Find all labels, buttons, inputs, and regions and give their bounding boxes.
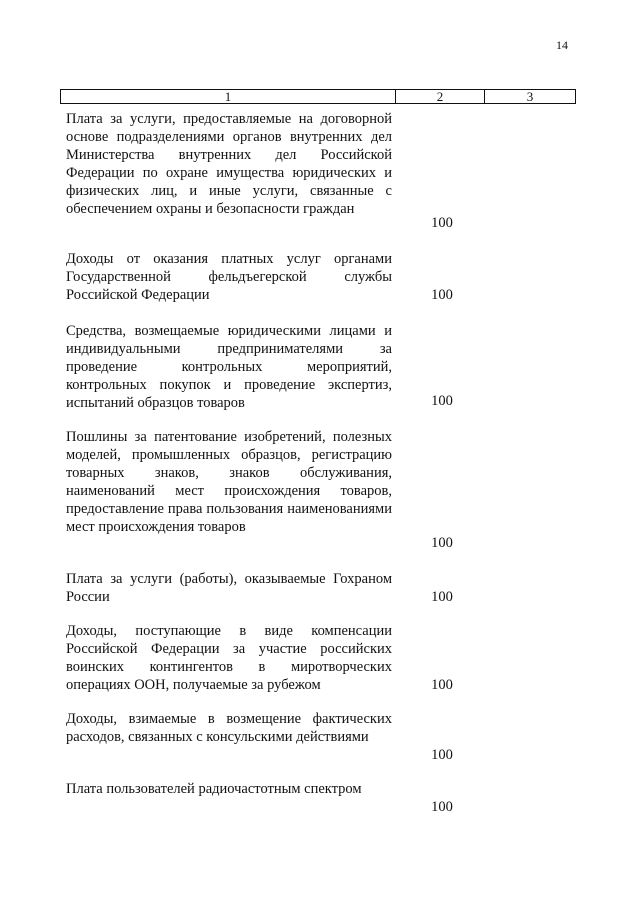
entry-1-text: Плата за услуги, предоставляемые на договорной основе подразделениями органов внутренних дел Министерства внутренних дел Российской Федерации по охране имущества юридических и физических лиц, и иные услуги, связанные с обеспечением охраны и безопасности граждан [66,111,392,217]
entry-6-text: Доходы, поступающие в виде компенсации Российской Федерации за участие российских воинских контингентов в миротворческих операциях ООН, получаемые за рубежом [66,623,392,693]
entry-7-value: 100 [431,747,453,763]
entry-5-value: 100 [431,589,453,605]
column-header-1: 1 [61,90,396,104]
entry-8 [66,780,392,798]
entry-6-value: 100 [431,677,453,693]
entry-2-text: Доходы от оказания платных услуг органами Государственной фельдъегерской службы Российской Федерации [66,251,392,303]
entry-6 [66,622,392,694]
entry-3 [66,322,392,412]
page-number: 14 [556,38,568,52]
entry-5-text: Плата за услуги (работы), оказываемые Гохраном России [66,571,392,605]
entry-3-text: Средства, возмещаемые юридическими лицами и индивидуальными предпринимателями за проведение контрольных мероприятий, контрольных покупок и проведение экспертиз, испытаний образцов товаров [66,323,392,411]
entry-5 [66,570,392,606]
entry-7-text: Доходы, взимаемые в возмещение фактических расходов, связанных с консульскими действиями [66,711,392,745]
entry-1-value: 100 [431,215,453,231]
entry-2-value: 100 [431,287,453,303]
entry-4-value: 100 [431,535,453,551]
column-header-row [61,90,576,104]
entry-2 [66,250,392,304]
column-header-3: 3 [485,90,576,104]
entry-8-value: 100 [431,799,453,815]
entry-7 [66,710,392,746]
entry-4-text: Пошлины за патентование изобретений, полезных моделей, промышленных образцов, регистрацию товарных знаков, знаков обслуживания, наименований мест происхождения товаров, предоставление права пользования наименованиями мест происхождения товаров [66,429,392,535]
entry-3-value: 100 [431,393,453,409]
entry-1 [66,110,392,218]
entry-4 [66,428,392,536]
column-header-2: 2 [396,90,485,104]
entry-8-text: Плата пользователей радиочастотным спектром [66,781,362,797]
column-header-table [60,89,576,104]
